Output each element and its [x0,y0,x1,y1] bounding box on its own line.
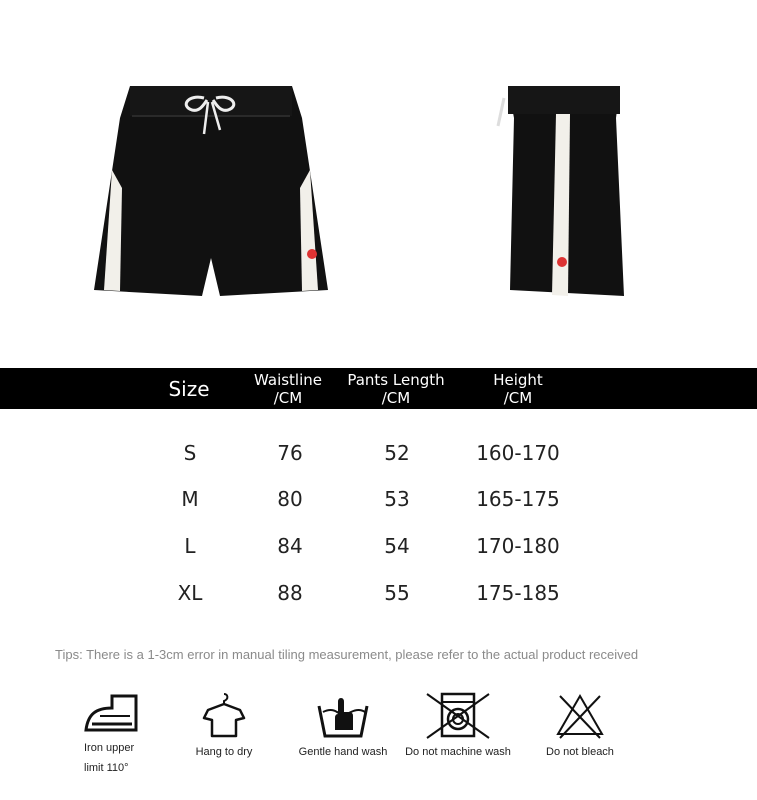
no-bleach-icon [554,690,606,742]
table-row [0,578,757,608]
pants-length-cell: 55 [384,581,410,605]
hand-wash-icon [313,690,373,742]
shorts-front-photo [92,78,330,300]
size-table-header [0,368,757,409]
size-cell: L [184,534,196,558]
care-item-hand-wash: Gentle hand wash [288,690,398,762]
care-instructions [0,690,757,800]
waistline-cell: 76 [277,441,303,465]
product-photos [0,0,757,360]
measurement-tips: Tips: There is a 1-3cm error in manual tiling measurement, please refer to the actual product received [55,647,639,662]
height-cell: 170-180 [476,534,560,558]
care-item-iron: Iron upper limit 110° [70,690,154,778]
shorts-side-photo [490,78,626,300]
pants-length-cell: 54 [384,534,410,558]
no-machine-wash-icon [423,690,493,742]
header-pants-length: Pants Length /CM [347,371,445,407]
pants-length-cell: 53 [384,487,410,511]
waistline-cell: 84 [277,534,303,558]
waistline-cell: 88 [277,581,303,605]
height-cell: 175-185 [476,581,560,605]
height-cell: 165-175 [476,487,560,511]
header-waistline: Waistline /CM [254,371,322,407]
table-row [0,484,757,514]
waistline-cell: 80 [277,487,303,511]
iron-icon [82,690,142,738]
height-cell: 160-170 [476,441,560,465]
hang-dry-icon [200,690,248,742]
header-height: Height /CM [493,371,543,407]
header-size: Size [168,377,210,401]
size-cell: S [183,441,197,465]
table-row [0,438,757,468]
size-cell: M [181,487,199,511]
table-row [0,531,757,561]
care-item-no-machine-wash: Do not machine wash [398,690,518,762]
care-item-hang-dry: Hang to dry [182,690,266,762]
pants-length-cell: 52 [384,441,410,465]
care-item-no-bleach: Do not bleach [530,690,630,762]
size-cell: XL [177,581,203,605]
